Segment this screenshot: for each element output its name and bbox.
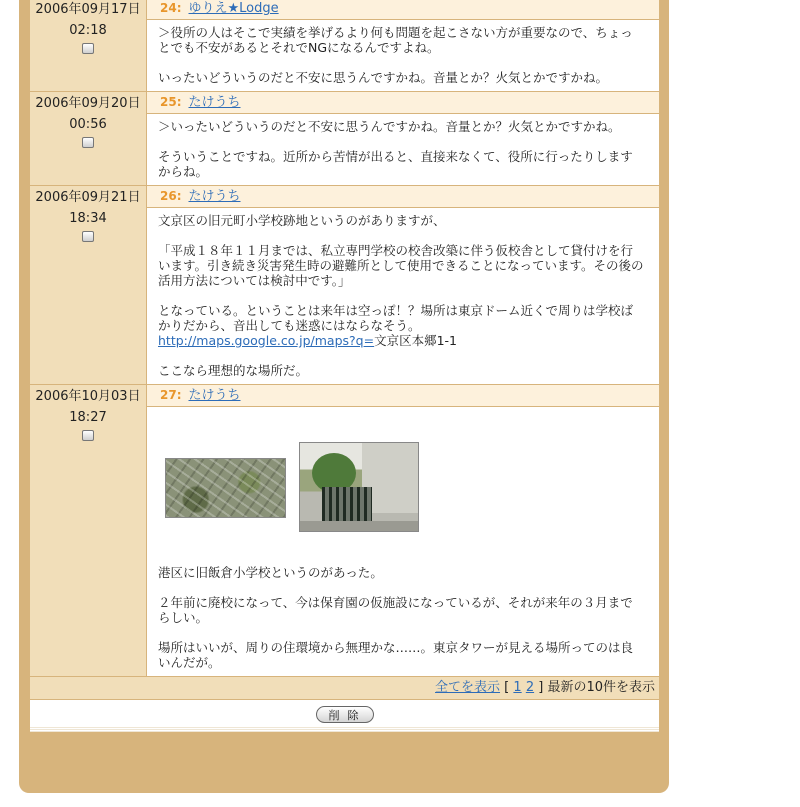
pagination-bar — [30, 677, 659, 700]
bracket-close: ] — [538, 680, 544, 695]
post-time: 18:27 — [69, 410, 107, 425]
post-paragraph: 港区に旧飯倉小学校というのがあった。 — [158, 565, 383, 580]
post-body — [147, 208, 660, 385]
post-date: 2006年09月21日 — [35, 190, 141, 205]
post-date: 2006年10月03日 — [35, 389, 141, 404]
post-paragraph: そういうことですね。近所から苦情が出ると、直接来なくて、役所に行ったりしますからね。 — [158, 149, 633, 179]
bottom-stripe — [30, 726, 659, 732]
aerial-map-thumbnail[interactable] — [165, 458, 286, 518]
post-paragraph-with-link — [158, 303, 645, 348]
post-paragraph: ここなら理想的な場所だ。 — [158, 363, 309, 378]
author-link[interactable]: ゆりえ★Lodge — [188, 1, 279, 16]
delete-checkbox[interactable] — [82, 137, 94, 148]
post-date: 2006年09月17日 — [35, 2, 141, 17]
post-date-cell — [30, 186, 147, 385]
author-link[interactable]: たけうち — [188, 189, 241, 204]
post-paragraph: 場所はいいが、周りの住環境から無理かな……。東京タワーが見える場所ってのは良いんだが。 — [158, 640, 634, 670]
post-paragraph: 「平成１８年１１月までは、私立専門学校の校舎改築に伴う仮校舎として貸付けを行います。引き続き災害発生時の避難所として使用できることになっています。その後の活用方法については検討中です。」 — [158, 243, 644, 288]
ground-shape — [300, 521, 418, 531]
post-body — [147, 20, 660, 92]
delete-button-row — [30, 700, 659, 733]
post-time: 00:56 — [69, 117, 107, 132]
post-paragraph: 文京区の旧元町小学校跡地というのがありますが、 — [158, 213, 446, 228]
show-all-link[interactable]: 全てを表示 — [435, 680, 501, 695]
post-number: 27: — [160, 388, 182, 402]
post-number: 24: — [160, 1, 182, 15]
post-text: となっている。ということは来年は空っぽ！？場所は東京ドーム近くで周りは学校ばかりだから、音出しても迷惑にはならなそう。 — [158, 303, 634, 333]
map-link[interactable]: http://maps.google.co.jp/maps?q= — [158, 333, 375, 348]
attached-images — [158, 442, 645, 537]
post-time: 18:34 — [69, 211, 107, 226]
bracket-open: [ — [504, 680, 510, 695]
post-header — [147, 92, 660, 114]
gate-shape — [322, 487, 372, 521]
post-number: 26: — [160, 189, 182, 203]
post-paragraph: いったいどういうのだと不安に思うんですかね。音量とか？火気とかですかね。 — [158, 70, 609, 85]
post-date-cell — [30, 385, 147, 677]
latest-10-label: 最新の10件を表示 — [547, 680, 655, 695]
post-number: 25: — [160, 95, 182, 109]
author-link[interactable]: たけうち — [188, 95, 241, 110]
delete-checkbox[interactable] — [82, 231, 94, 242]
post-header — [147, 385, 660, 407]
page-1-link[interactable]: 1 — [513, 680, 522, 695]
post-header — [147, 186, 660, 208]
post-date-cell — [30, 92, 147, 186]
post-body — [147, 407, 660, 677]
post-date: 2006年09月20日 — [35, 96, 141, 111]
delete-button[interactable]: 削除 — [316, 706, 374, 723]
post-paragraph: ＞役所の人はそこで実績を挙げるより何も問題を起こさない方が重要なので、ちょっとでも不安があるとそれでNGになるんですよね。 — [158, 25, 633, 55]
message-board — [30, 0, 659, 732]
delete-checkbox[interactable] — [82, 43, 94, 54]
page-2-link[interactable]: 2 — [525, 680, 535, 695]
post-time: 02:18 — [69, 23, 107, 38]
post-paragraph: ２年前に廃校になって、今は保育園の仮施設になっているが、それが来年の３月まで らしい。 — [158, 595, 633, 625]
link-suffix-text: 文京区本郷1-1 — [374, 333, 457, 348]
author-link[interactable]: たけうち — [188, 388, 241, 403]
school-gate-photo-thumbnail[interactable] — [299, 442, 419, 532]
post-date-cell — [30, 0, 147, 92]
delete-checkbox[interactable] — [82, 430, 94, 441]
post-header — [147, 0, 660, 20]
post-body — [147, 114, 660, 186]
post-paragraph: ＞いったいどういうのだと不安に思うんですかね。音量とか？火気とかですかね。 — [158, 119, 621, 134]
